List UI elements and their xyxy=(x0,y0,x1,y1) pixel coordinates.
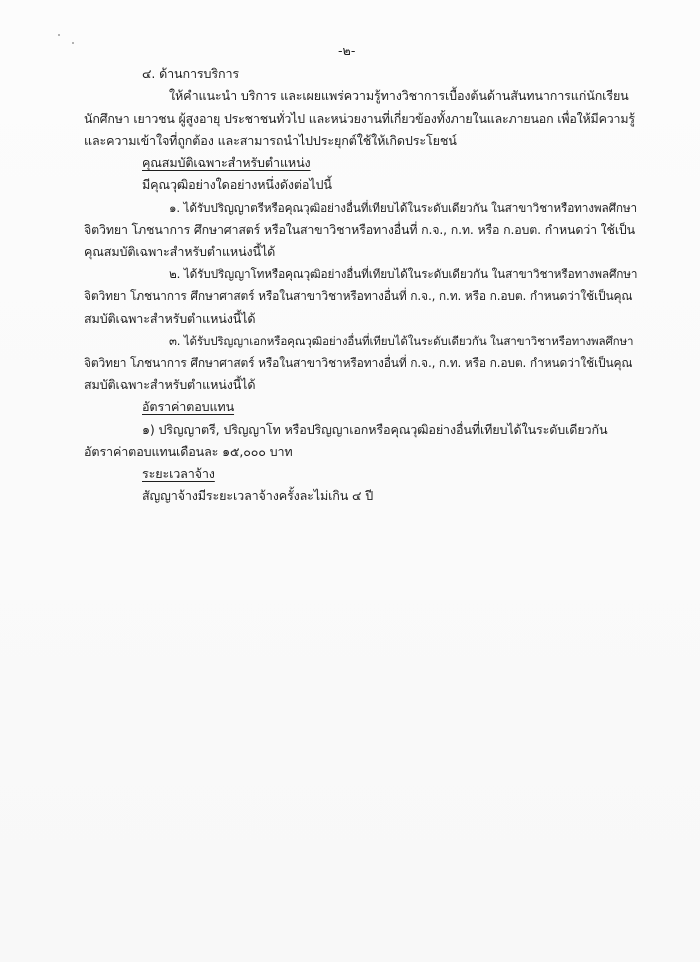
scan-speck xyxy=(72,42,74,44)
employment-period-heading: ระยะเวลาจ้าง xyxy=(142,466,215,481)
qualification-item-line: จิตวิทยา โภชนาการ ศึกษาศาสตร์ หรือในสาขาวิชาหรือทางอื่นที่ ก.จ., ก.ท. หรือ ก.อบต. กำหนดว่าใช้เป็นคุณ xyxy=(84,289,633,303)
qualifications-heading: คุณสมบัติเฉพาะสำหรับตำแหน่ง xyxy=(142,155,311,170)
compensation-line: ๑) ปริญญาตรี, ปริญญาโท หรือปริญญาเอกหรือคุณวุฒิอย่างอื่นที่เทียบได้ในระดับเดียวกัน xyxy=(142,422,608,437)
qualifications-intro: มีคุณวุฒิอย่างใดอย่างหนึ่งดังต่อไปนี้ xyxy=(142,177,332,192)
qualification-item-line: คุณสมบัติเฉพาะสำหรับตำแหน่งนี้ได้ xyxy=(84,244,276,259)
employment-period-text: สัญญาจ้างมีระยะเวลาจ้างครั้งละไม่เกิน ๔ ปี xyxy=(142,488,374,503)
qualification-item-line: สมบัติเฉพาะสำหรับตำแหน่งนี้ได้ xyxy=(84,377,256,392)
service-paragraph-line: และความเข้าใจที่ถูกต้อง และสามารถนำไปประยุกต์ใช้ให้เกิดประโยชน์ xyxy=(84,133,457,148)
service-paragraph-line: ให้คำแนะนำ บริการ และเผยแพร่ความรู้ทางวิชาการเบื้องต้นด้านสันทนาการแก่นักเรียน xyxy=(169,88,629,103)
qualification-item-line: จิตวิทยา โภชนาการ ศึกษาศาสตร์ หรือในสาขาวิชาหรือทางอื่นที่ ก.จ., ก.ท. หรือ ก.อบต. กำหนดว่า ใช้เป็น xyxy=(84,222,635,237)
page-number: -๒- xyxy=(338,43,356,58)
qualification-item-line: ๑. ได้รับปริญญาตรีหรือคุณวุฒิอย่างอื่นที่เทียบได้ในระดับเดียวกัน ในสาขาวิชาหรือทางพลศึกษา xyxy=(169,201,638,215)
qualification-item-line: ๒. ได้รับปริญญาโทหรือคุณวุฒิอย่างอื่นที่เทียบได้ในระดับเดียวกัน ในสาขาวิชาหรือทางพลศึกษา xyxy=(169,267,638,281)
scan-speck xyxy=(58,34,60,36)
compensation-heading: อัตราค่าตอบแทน xyxy=(142,399,235,414)
qualification-item-line: ๓. ได้รับปริญญาเอกหรือคุณวุฒิอย่างอื่นที่เทียบได้ในระดับเดียวกัน ในสาขาวิชาหรือทางพลศึกษา xyxy=(169,334,634,348)
service-heading: ๔. ด้านการบริการ xyxy=(142,66,239,81)
service-paragraph-line: นักศึกษา เยาวชน ผู้สูงอายุ ประชาชนทั่วไป และหน่วยงานที่เกี่ยวข้องทั้งภายในและภายนอก เพื่อให้มีความรู้ xyxy=(84,111,635,126)
compensation-line: อัตราค่าตอบแทนเดือนละ ๑๕,๐๐๐ บาท xyxy=(84,444,293,459)
qualification-item-line: จิตวิทยา โภชนาการ ศึกษาศาสตร์ หรือในสาขาวิชาหรือทางอื่นที่ ก.จ., ก.ท. หรือ ก.อบต. กำหนดว่าใช้เป็นคุณ xyxy=(84,356,633,370)
qualification-item-line: สมบัติเฉพาะสำหรับตำแหน่งนี้ได้ xyxy=(84,311,256,326)
